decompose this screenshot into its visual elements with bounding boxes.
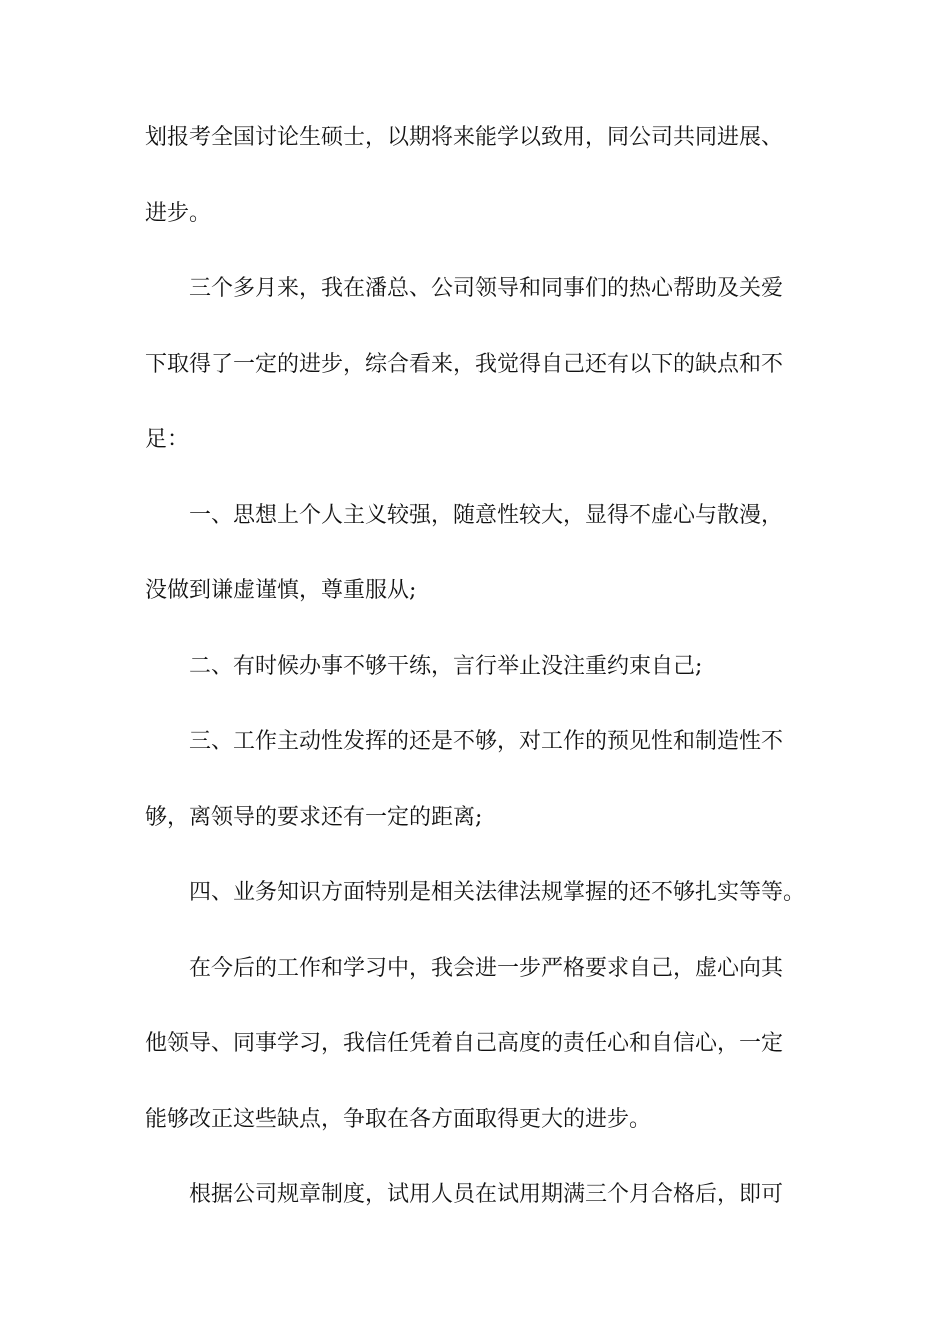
text-line xyxy=(145,502,810,581)
text-line xyxy=(145,731,810,807)
document-body xyxy=(145,127,810,1260)
text-line xyxy=(145,1033,810,1109)
text-line xyxy=(145,429,810,505)
text-line xyxy=(145,1184,810,1260)
line-text: 能够改正这些缺点，争取在各方面取得更大的进步。 xyxy=(145,1106,652,1132)
text-line xyxy=(145,804,810,883)
line-text: 足： xyxy=(145,427,190,452)
text-line xyxy=(145,127,810,203)
text-line xyxy=(145,580,810,656)
line-text: 四、业务知识方面特别是相关法律法规掌握的还不够扎实等等。 xyxy=(189,880,806,905)
line-text: 根据公司规章制度，试用人员在试用期满三个月合格后，即可 xyxy=(189,1182,784,1207)
text-line xyxy=(145,278,810,354)
text-line xyxy=(145,882,810,958)
text-line xyxy=(145,653,810,732)
text-line xyxy=(145,1106,810,1185)
line-text: 进步。 xyxy=(145,200,212,226)
line-text: 下取得了一定的进步，综合看来，我觉得自己还有以下的缺点和不 xyxy=(145,351,784,377)
line-text: 没做到谦虚谨慎，尊重服从; xyxy=(145,578,417,603)
line-text: 够，离领导的要求还有一定的距离; xyxy=(145,804,483,830)
line-text: 三、工作主动性发挥的还是不够，对工作的预见性和制造性不 xyxy=(189,729,784,754)
line-text: 一、思想上个人主义较强，随意性较大，显得不虚心与散漫， xyxy=(189,502,784,528)
line-text: 在今后的工作和学习中，我会进一步严格要求自己，虚心向其 xyxy=(189,955,784,981)
text-line xyxy=(145,200,810,279)
line-text: 二、有时候办事不够干练，言行举止没注重约束自己; xyxy=(189,653,703,679)
text-line xyxy=(145,955,810,1034)
line-text: 三个多月来，我在潘总、公司领导和同事们的热心帮助及关爱 xyxy=(189,276,784,301)
text-line xyxy=(145,351,810,430)
line-text: 他领导、同事学习，我信任凭着自己高度的责任心和自信心，一定 xyxy=(145,1031,784,1056)
line-text: 划报考全国讨论生硕士，以期将来能学以致用，同公司共同进展、 xyxy=(145,125,784,150)
